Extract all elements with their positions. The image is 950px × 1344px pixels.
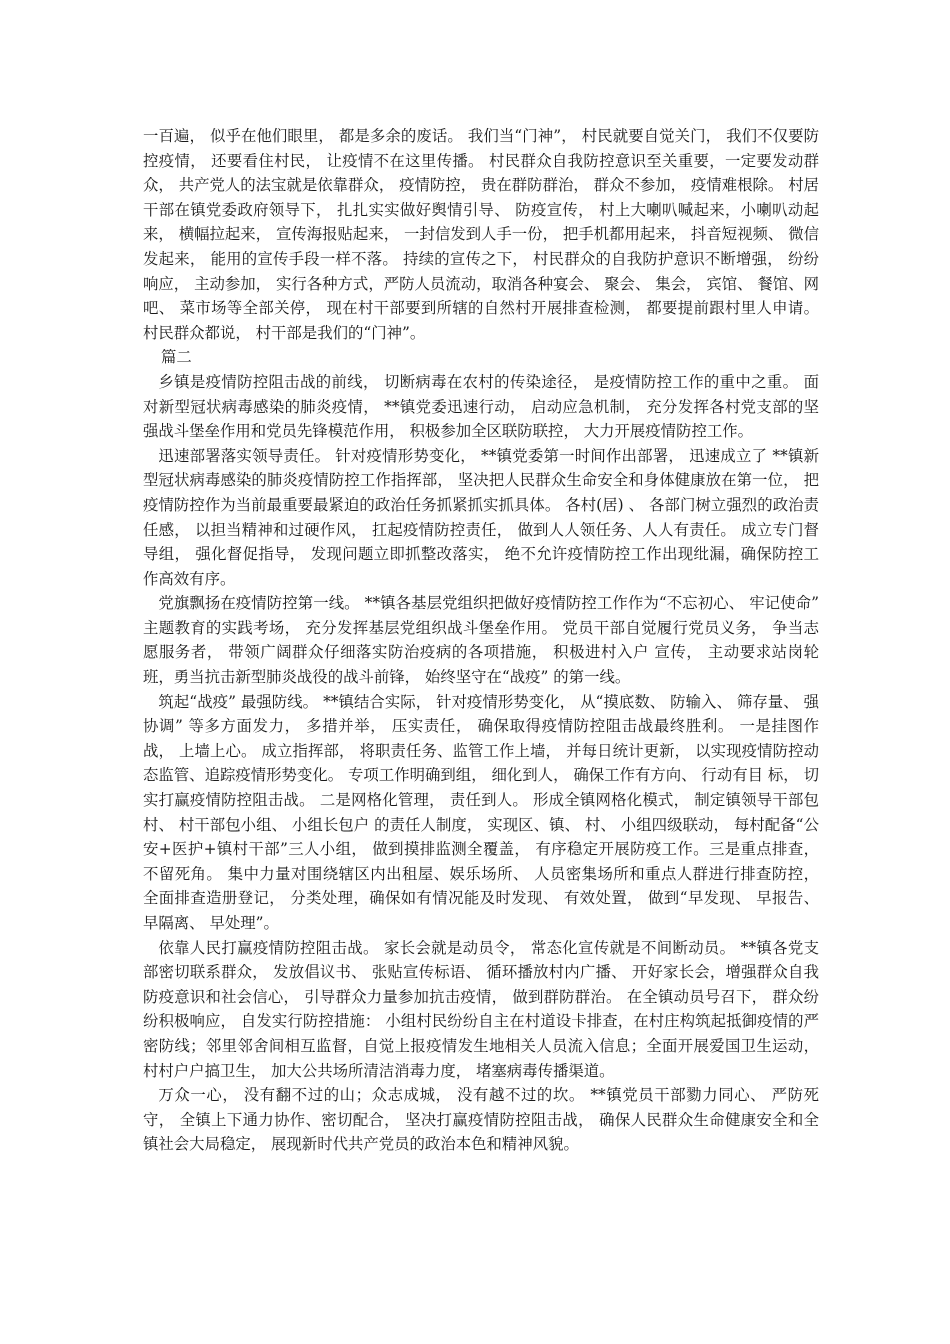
paragraph-7: 万众一心， 没有翻不过的山；众志成城， 没有越不过的坎。 **镇党员干部勠力同心、 严防死守， 全镇上下通力协作、密切配合， 坚决打赢疫情防控阻击战， 确保人民群众生命健康安全和全镇社会大局稳定， 展现新时代共产党员的政治本色和精神风貌。 [143,1086,819,1154]
section-heading: 篇二 [161,348,192,367]
paragraph-5: 筑起“战疫” 最强防线。 **镇结合实际， 针对疫情形势变化， 从“摸底数、 防输入、 筛存量、 强协调” 等多方面发力， 多措并举， 压实责任， 确保取得疫情防控阻击战最终胜利。 一是挂图作战， 上墙上心。 成立指挥部， 将职责任务、监管工作上墙， 并每日统计更新， 以实现疫情防控动态监管、追踪疫情形势变化。 专项工作明确到组， 细化到人， 确保工作有方向、 行动有目 标， 切实打赢疫情防控阻击战。 二是网格化管理， 责任到人。 形成全镇网格化模式， 制定镇领导干部包村、 村干部包小组、 小组长包户 的责任人制度， 实现区、镇、 村、 小组四级联动， 每村配备“公安+医护+镇村干部”三人小组， 做到摸排监测全覆盖， 有序稳定开展防疫工作。三是重点排查， 不留死角。 集中力量对围绕辖区内出租屋、娱乐场所、 人员密集场所和重点人群进行排查防控， 全面排查造册登记， 分类处理，确保如有情况能及时发现、 有效处置， 做到“早发现、 早报告、 早隔离、 早处理”。 [143,692,819,932]
paragraph-1: 一百遍， 似乎在他们眼里， 都是多余的废话。 我们当“门神”， 村民就要自觉关门， 我们不仅要防控疫情， 还要看住村民， 让疫情不在这里传播。 村民群众自我防控意识至关重要，一定要发动群众， 共产党人的法宝就是依靠群众， 疫情防控， 贵在群防群治， 群众不参加， 疫情难根除。 村居干部在镇党委政府领导下， 扎扎实实做好舆情引导、 防疫宣传， 村上大喇叭喊起来，小喇叭动起来， 横幅拉起来， 宣传海报贴起来， 一封信发到人手一份， 把手机都用起来， 抖音短视频、 微信发起来， 能用的宣传手段一样不落。 持续的宣传之下， 村民群众的自我防护意识不断增强， 纷纷响应， 主动参加， 实行各种方式，严防人员流动，取消各种宴会、 聚会、 集会， 宾馆、 餐馆、网吧、 菜市场等全部关停， 现在村干部要到所辖的自然村开展排查检测， 都要提前跟村里人申请。 村民群众都说， 村干部是我们的“门神”。 [143,127,819,342]
paragraph-2: 乡镇是疫情防控阻击战的前线， 切断病毒在农村的传染途径， 是疫情防控工作的重中之重。 面对新型冠状病毒感染的肺炎疫情， **镇党委迅速行动， 启动应急机制， 充分发挥各村党支部的坚强战斗堡垒作用和党员先锋模范作用， 积极参加全区联防联控， 大力开展疫情防控工作。 [143,372,819,441]
paragraph-6: 依靠人民打赢疫情防控阻击战。 家长会就是动员令， 常态化宣传就是不间断动员。 **镇各党支部密切联系群众， 发放倡议书、 张贴宣传标语、 循环播放村内广播、 开好家长会，增强群众自我防疫意识和社会信心， 引导群众力量参加抗击疫情， 做到群防群治。 在全镇动员号召下， 群众纷纷积极响应， 自发实行防控措施： 小组村民纷纷自主在村道设卡排查，在村庄构筑起抵御疫情的严密防线；邻里邻舍间相互监督，自觉上报疫情发生地相关人员流入信息；全面开展爱国卫生运动， 村村户户搞卫生， 加大公共场所清洁消毒力度， 堵塞病毒传播渠道。 [143,938,819,1080]
document-body [143,124,819,1157]
paragraph-4: 党旗飘扬在疫情防控第一线。 **镇各基层党组织把做好疫情防控工作作为“不忘初心、 牢记使命” 主题教育的实践考场， 充分发挥基层党组织战斗堡垒作用。 党员干部自觉履行党员义务， 争当志愿服务者， 带领广阔群众仔细落实防治疫病的各项措施， 积极进村入户 宣传， 主动要求站岗轮班，勇当抗击新型肺炎战役的战斗前锋， 始终坚守在“战疫” 的第一线。 [143,594,819,687]
paragraph-3: 迅速部署落实领导责任。 针对疫情形势变化， **镇党委第一时间作出部署， 迅速成立了 **镇新型冠状病毒感染的肺炎疫情防控工作指挥部， 坚决把人民群众生命安全和身体健康放在第一位， 把疫情防控作为当前最重要最紧迫的政治任务抓紧抓实抓具体。 各村(居) 、 各部门树立强烈的政治责任感， 以担当精神和过硬作风， 扛起疫情防控责任， 做到人人领任务、人人有责任。 成立专门督导组， 强化督促指导， 发现问题立即抓整改落实， 绝不允许疫情防控工作出现纰漏，确保防控工作高效有序。 [143,446,819,588]
